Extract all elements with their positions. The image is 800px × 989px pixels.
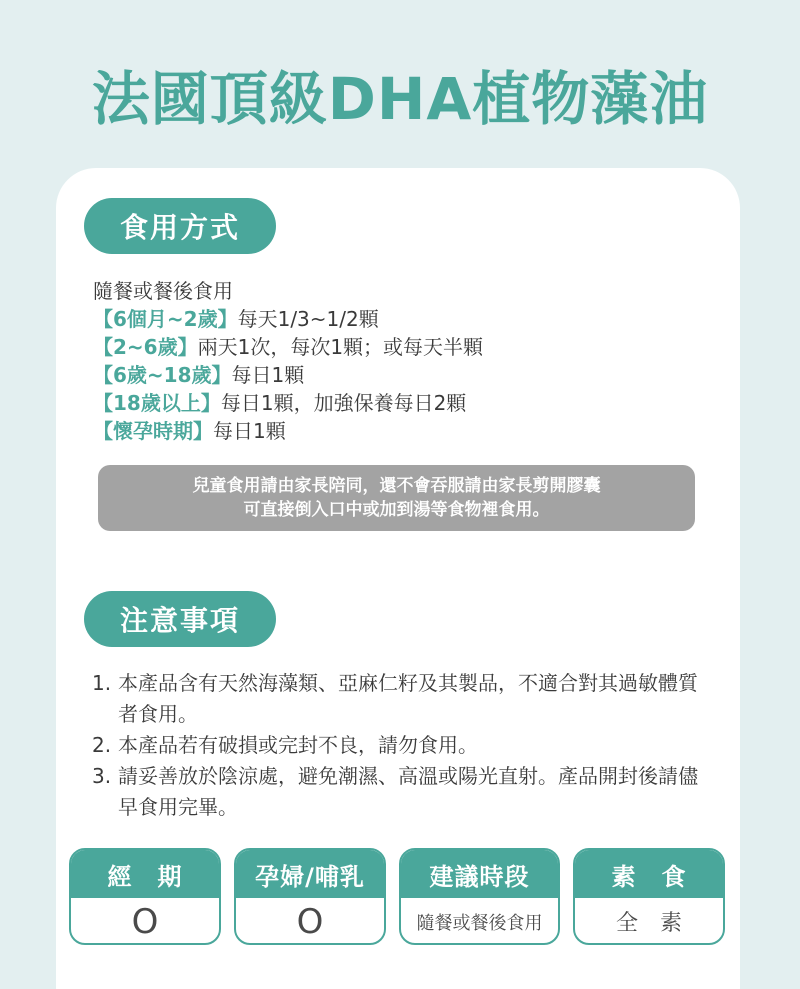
usage-dosage: 每日1顆	[231, 363, 305, 387]
notes-heading: 注意事項	[84, 591, 276, 647]
usage-dosage: 每日1顆，加強保養每日2顆	[220, 391, 467, 415]
usage-age-tag: 【6個月~2歲】	[93, 307, 238, 331]
usage-row	[93, 389, 693, 417]
tag-value: 全 素	[615, 911, 682, 936]
child-notice-line: 可直接倒入口中或加到湯等食物裡食用。	[243, 500, 550, 520]
usage-row	[93, 305, 693, 333]
usage-row	[93, 361, 693, 389]
tag-value: 隨餐或餐後食用	[416, 912, 543, 934]
notes-item-text: 請妥善放於陰涼處，避免潮濕、高溫或陽光直射。產品開封後請儘早食用完畢。	[118, 764, 698, 819]
notes-item	[92, 730, 732, 761]
usage-age-tag: 【懷孕時期】	[93, 419, 213, 443]
tag-vegetarian	[573, 848, 725, 945]
usage-dosage: 兩天1次，每次1顆；或每天半顆	[197, 335, 484, 359]
tag-label: 孕婦/哺乳	[236, 850, 384, 898]
tag-label: 素 食	[575, 850, 723, 898]
usage-dosage: 每天1/3~1/2顆	[237, 307, 379, 331]
page-title: 法國頂級DHA植物藻油	[91, 65, 709, 133]
usage-dosage: 每日1顆	[213, 419, 286, 443]
usage-intro: 隨餐或餐後食用	[93, 279, 233, 303]
tag-pregnancy	[234, 848, 386, 945]
usage-row	[93, 417, 693, 445]
tag-value: O	[296, 901, 324, 942]
usage-age-tag: 【6歲~18歲】	[93, 363, 232, 387]
notes-item-text: 本產品若有破損或完封不良，請勿食用。	[118, 733, 478, 757]
notes-item-text: 本產品含有天然海藻類、亞麻仁籽及其製品，不適合對其過敏體質者食用。	[118, 671, 698, 726]
tag-timing	[399, 848, 560, 945]
usage-age-tag: 【2~6歲】	[93, 335, 198, 359]
notes-item	[92, 668, 732, 730]
usage-row	[93, 333, 693, 361]
tag-menstruation	[69, 848, 221, 945]
tag-value: O	[131, 901, 159, 942]
notes-item-number: 2.	[92, 733, 112, 757]
child-notice-box	[98, 465, 695, 531]
tag-label: 經 期	[71, 850, 219, 898]
usage-section	[93, 277, 693, 445]
usage-age-tag: 【18歲以上】	[93, 391, 221, 415]
tag-label: 建議時段	[401, 850, 558, 898]
notes-list	[92, 668, 732, 823]
child-notice-line: 兒童食用請由家長陪同，還不會吞服請由家長剪開膠囊	[192, 476, 601, 496]
notes-item-number: 3.	[92, 764, 112, 788]
notes-item-number: 1.	[92, 671, 112, 695]
notes-item	[92, 761, 732, 823]
usage-heading: 食用方式	[84, 198, 276, 254]
